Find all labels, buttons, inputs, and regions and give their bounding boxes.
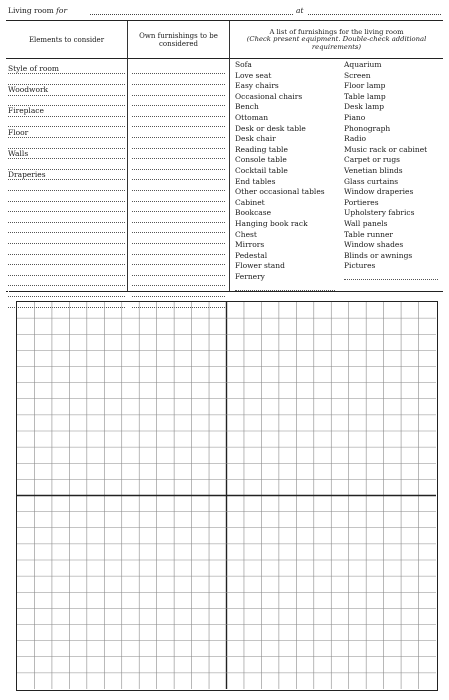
furnishing-item: Window draperies bbox=[344, 187, 414, 197]
furnishing-item: Reading table bbox=[235, 144, 288, 154]
element-label bbox=[8, 138, 9, 147]
own-furnishing-line[interactable] bbox=[132, 265, 225, 275]
furnishing-item: Desk chair bbox=[235, 134, 276, 144]
element-label bbox=[8, 191, 9, 200]
graph-paper[interactable] bbox=[16, 301, 438, 691]
own-furnishing-line[interactable] bbox=[132, 75, 225, 85]
element-label bbox=[8, 276, 9, 285]
element-label bbox=[8, 181, 9, 190]
title-line bbox=[8, 5, 441, 18]
own-furnishing-line[interactable] bbox=[132, 234, 225, 244]
furnishing-item: Venetian blinds bbox=[344, 166, 403, 175]
list-header-line3: requirements) bbox=[311, 42, 362, 51]
title-prefix: Living room for bbox=[8, 6, 68, 15]
furnishing-item: End tables bbox=[235, 176, 276, 186]
element-label bbox=[8, 244, 9, 253]
location-blank[interactable] bbox=[308, 14, 441, 15]
element-row[interactable] bbox=[8, 85, 125, 95]
element-row[interactable] bbox=[8, 287, 125, 297]
element-row[interactable] bbox=[8, 106, 125, 116]
header-divider bbox=[6, 58, 443, 59]
column-divider bbox=[229, 21, 230, 291]
furnishing-item: Chest bbox=[235, 229, 257, 239]
element-label bbox=[8, 159, 9, 168]
element-row[interactable] bbox=[8, 149, 125, 159]
furnishing-item: Phonograph bbox=[344, 123, 391, 133]
element-row[interactable] bbox=[8, 212, 125, 222]
own-furnishing-line[interactable] bbox=[132, 202, 225, 212]
furnishing-item: Console table bbox=[235, 155, 287, 165]
own-furnishing-line[interactable] bbox=[132, 85, 225, 95]
element-label bbox=[8, 297, 9, 306]
furnishing-item: Floor lamp bbox=[344, 81, 386, 91]
furnishing-item: Blinds or awnings bbox=[344, 250, 413, 260]
furnishing-item: Window shades bbox=[344, 240, 404, 250]
element-label: Draperies bbox=[8, 170, 46, 179]
furnishing-item: Fernery bbox=[235, 272, 265, 281]
element-label bbox=[8, 265, 9, 274]
own-furnishing-line[interactable] bbox=[132, 255, 225, 265]
element-row[interactable] bbox=[8, 64, 125, 74]
element-row[interactable] bbox=[8, 138, 125, 148]
own-furnishing-line[interactable] bbox=[132, 159, 225, 169]
column-divider bbox=[127, 21, 128, 291]
at-label: at bbox=[296, 6, 304, 15]
element-label: Walls bbox=[8, 148, 29, 158]
own-furnishing-line[interactable] bbox=[132, 287, 225, 297]
furnishing-item: Mirrors bbox=[235, 240, 265, 250]
element-row[interactable] bbox=[8, 276, 125, 286]
furnishing-item: Pedestal bbox=[235, 250, 268, 260]
furnishing-item: Pictures bbox=[344, 261, 376, 271]
own-furnishing-line[interactable] bbox=[132, 128, 225, 138]
furnishing-item: Screen bbox=[344, 70, 371, 80]
furnishing-item: Piano bbox=[344, 113, 366, 122]
element-label bbox=[8, 255, 9, 264]
furnishing-item: Bookcase bbox=[235, 208, 272, 218]
own-furnishing-line[interactable] bbox=[132, 106, 225, 116]
furnishing-item: Wall panels bbox=[344, 219, 388, 228]
furnishing-item: Cabinet bbox=[235, 197, 265, 207]
furnishing-item: Cocktail table bbox=[235, 166, 288, 175]
element-label bbox=[8, 234, 9, 243]
furnishing-item: Bench bbox=[235, 102, 259, 112]
element-label: Fireplace bbox=[8, 106, 44, 116]
element-label bbox=[8, 96, 9, 105]
furnishing-item: Desk lamp bbox=[344, 102, 385, 112]
furnishing-item: Glass curtains bbox=[344, 176, 399, 186]
element-row[interactable] bbox=[8, 202, 125, 212]
element-row[interactable] bbox=[8, 75, 125, 85]
furnishing-item: Carpet or rugs bbox=[344, 155, 400, 165]
element-row[interactable] bbox=[8, 244, 125, 254]
element-row[interactable] bbox=[8, 223, 125, 233]
furnishing-item: Portieres bbox=[344, 197, 379, 207]
element-label bbox=[8, 117, 9, 126]
furnishing-item: Music rack or cabinet bbox=[344, 144, 428, 154]
element-row[interactable] bbox=[8, 117, 125, 127]
own-furnishings-header: Own furnishings to be considered bbox=[139, 31, 218, 48]
furnishing-item: Radio bbox=[344, 134, 367, 144]
element-label bbox=[8, 287, 9, 296]
furnishing-item: Ottoman bbox=[235, 113, 269, 122]
element-label bbox=[8, 75, 9, 84]
element-row[interactable] bbox=[8, 96, 125, 106]
own-furnishing-line[interactable] bbox=[132, 191, 225, 201]
furnishing-item: Easy chairs bbox=[235, 81, 279, 91]
list-header-line1: A list of furnishings for the living room bbox=[269, 27, 404, 36]
element-label: Woodwork bbox=[8, 85, 49, 95]
furnishings-form bbox=[6, 20, 443, 292]
element-row[interactable] bbox=[8, 159, 125, 169]
furnishing-item: Desk or desk table bbox=[235, 123, 306, 133]
graph-grid bbox=[17, 302, 436, 689]
own-furnishing-line[interactable] bbox=[132, 64, 225, 74]
furnishing-item: Hanging book rack bbox=[235, 219, 308, 228]
furnishing-item: Aquarium bbox=[344, 60, 382, 69]
element-row[interactable] bbox=[8, 128, 125, 138]
own-furnishing-line[interactable] bbox=[132, 170, 225, 180]
furnishing-item: Love seat bbox=[235, 70, 272, 80]
own-furnishing-line[interactable] bbox=[132, 181, 225, 191]
furnishing-item: Flower stand bbox=[235, 261, 285, 271]
furnishing-item: Other occasional tables bbox=[235, 187, 325, 197]
element-label bbox=[8, 223, 9, 232]
furnishings-list-header bbox=[230, 23, 443, 57]
element-row[interactable] bbox=[8, 170, 125, 180]
own-furnishing-line[interactable] bbox=[132, 212, 225, 222]
furnishing-item: Sofa bbox=[235, 60, 252, 69]
room-name-blank[interactable] bbox=[90, 14, 293, 15]
elements-header: Elements to consider bbox=[28, 35, 105, 44]
own-furnishing-line[interactable] bbox=[132, 117, 225, 127]
furnishing-item: Occasional chairs bbox=[235, 91, 303, 101]
furnishing-item: Upholstery fabrics bbox=[344, 208, 415, 218]
furnishing-item: Table lamp bbox=[344, 91, 386, 101]
element-row[interactable] bbox=[8, 191, 125, 201]
own-furnishing-line[interactable] bbox=[132, 96, 225, 106]
furnishing-item: Table runner bbox=[344, 229, 394, 239]
own-furnishing-line[interactable] bbox=[132, 149, 225, 159]
blank-line[interactable] bbox=[344, 279, 438, 280]
element-row[interactable] bbox=[8, 234, 125, 244]
element-row[interactable] bbox=[8, 265, 125, 275]
own-furnishing-line[interactable] bbox=[132, 138, 225, 148]
own-furnishing-line[interactable] bbox=[132, 244, 225, 254]
element-label: Style of room bbox=[8, 64, 60, 73]
list-header-line2: (Check present equipment. Double-check additional bbox=[246, 35, 427, 44]
element-label bbox=[8, 202, 9, 211]
blank-line[interactable] bbox=[235, 290, 335, 291]
element-row[interactable] bbox=[8, 255, 125, 265]
element-row[interactable] bbox=[8, 181, 125, 191]
own-furnishing-line[interactable] bbox=[132, 223, 225, 233]
element-label: Floor bbox=[8, 127, 29, 137]
own-furnishing-line[interactable] bbox=[132, 276, 225, 286]
element-label bbox=[8, 212, 9, 221]
